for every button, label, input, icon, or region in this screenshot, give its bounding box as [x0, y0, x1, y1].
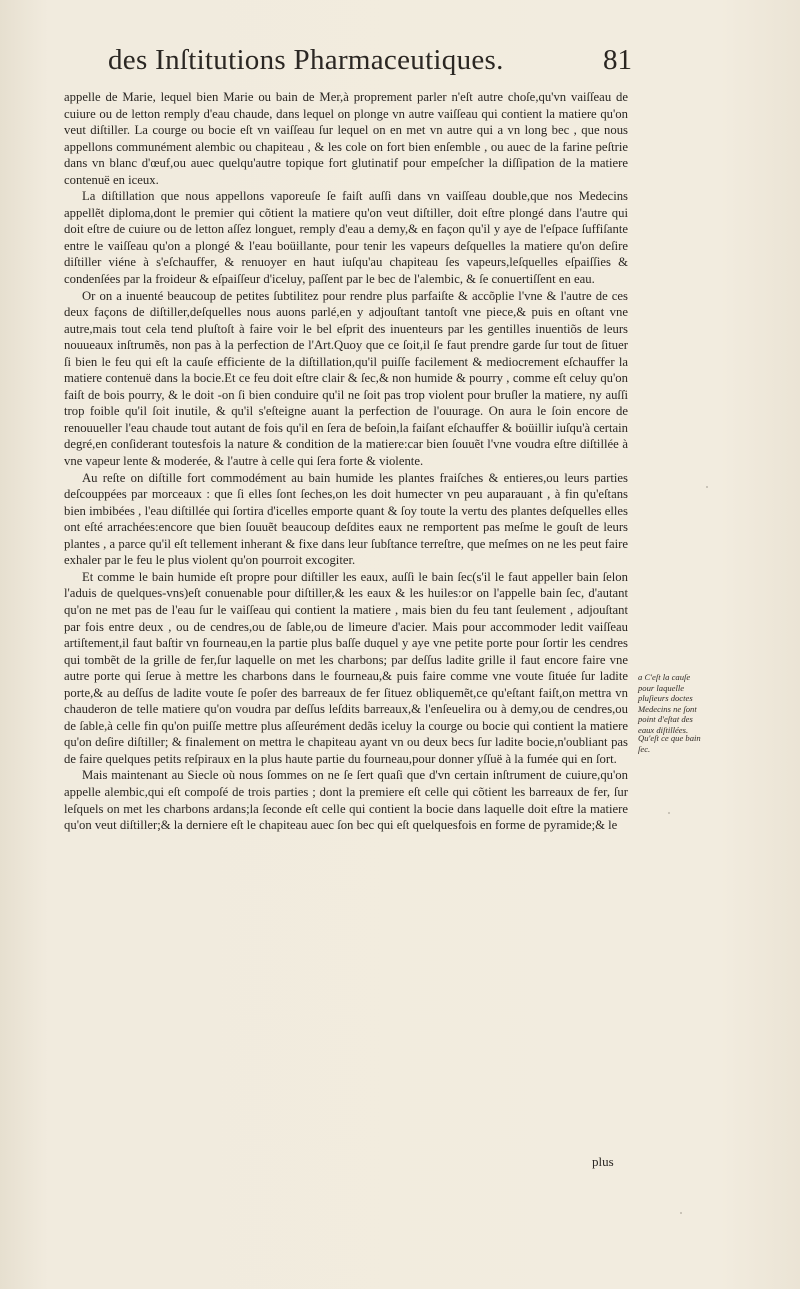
margin-note-eaux-distillees: a C'eſt la cauſe pour laquelle pluſieurs doctes Medecins ne ſont point d'eſtat des eaux diſtillées.: [638, 672, 697, 735]
body-text: [64, 89, 628, 834]
paper-speck: [680, 1212, 682, 1214]
page-number: 81: [603, 44, 632, 76]
page-header: [108, 44, 632, 77]
paragraph: Au reſte on diſtille fort commodément au bain humide les plantes fraiſches & entieres,ou leurs parties deſcouppées par morceaux : que ſi elles ſont ſeches,on les doit humecter vn peu auparauant , à fin qu'eſtans bien imbibées , l'eau diſtillée qui ſortira d'icelles emporte quant & ſoy toute la vertu des plantes deſquelles elles ont eſté arrachées:encore que bien ſouuẽt beaucoup deſdites eaux ne remportent pas meſme le gouſt de leurs plantes , a parce qu'il eſt tellement inherant & fixe dans leur ſubſtance terreſtre, que meſmes on ne les peut faire exhaler par le feu le plus violent qu'on pourroit excogiter.: [64, 470, 628, 568]
paragraph: La diſtillation que nous appellons vaporeuſe ſe faiſt auſſi dans vn vaiſſeau double,que nos Medecins appellẽt diploma,dont le premier qui cõtient la matiere qu'on veut diſtiller, doit eſtre plongé dans l'autre qui doit eſtre de cuiure ou de letton aſſez longuet, remply d'eau a demy,& en façon qu'il y aye de l'eſpace ſuffiſante entre le vaiſſeau qu'on a plongé & l'eau boüillante, pour tenir les vapeurs deſquelles la matiere qu'on deſire diſtiller viéne à s'eſchauffer, & renuoyer en haut iuſqu'au chapiteau ſes vapeurs,leſquelles eſpaiſſies & condenſées par la froideur & eſpaiſſeur d'iceluy, paſſent par le bec de l'alembic, & ſe conuertiſſent en eau.: [64, 189, 628, 287]
paragraph: Or on a inuenté beaucoup de petites ſubtilitez pour rendre plus parfaiſte & accõplie l'vne & l'autre de ces deux façons de diſtiller,deſquelles nous auons parlé,en y adjouſtant tantoſt vne piece,& puis en oſtant vne autre,mais tout cela tend pluſtoſt à faire voir le bel eſprit des inuenteurs par les gentilles inuentiõs de leurs nouueaux inſtrumẽs, non pas à la perfection de l'Art.Quoy que ce ſoit,il ſe faut prendre garde ſur tout de ſituer ſi bien le feu qui eſt la cauſe efficiente de la diſtillation,qu'il puiſſe facilement & mediocrement eſchauffer la matiere contenuë dans la bocie.Et ce feu doit eſtre clair & ſec,& non humide & pourry , comme eſt celuy qu'on faiſt de bois pourry, & le doit -on ſi bien conduire qu'il ne ſoit pas trop violent pour bruſler la matiere, ny auſſi trop foible qu'il ſoit inutile, & qu'il s'eſteigne auant la perfection de l'ouurage. On aura le ſoin encore de renouueller l'eau chaude tout autant de fois qu'il en ſera de beſoin,la faiſant eſchauffer & boüillir iuſqu'à certain degré,en conſiderant toutesfois la nature & condition de la matiere:car bien ſouuẽt l'vne voudra eſtre diſtillée à vne vapeur lente & moderée, & l'autre à celle qui ſera forte & violente.: [64, 288, 628, 469]
paragraph: appelle de Marie, lequel bien Marie ou bain de Mer,à proprement parler n'eſt autre choſe,qu'vn vaiſſeau de cuiure ou de letton remply d'eau chaude, dans lequel on plonge vn autre vaiſſeau qui contient la matiere qu'on veut diſtiller. La courge ou bocie eſt vn vaiſſeau ſur lequel on en met vn autre qui a vn long bec , que nous appellons communément alembic ou chapiteau , & les cole on fort bien enſemble , ou auec de la farine peſtrie dans vn blanc d'œuf,ou auec quelqu'autre topique fort glutinatif pour empeſcher la diſſipation de la matiere contenuë en iceux.: [64, 90, 628, 187]
catchword: plus: [592, 1154, 614, 1169]
running-head: des Inſtitutions Pharmaceutiques.: [108, 44, 504, 76]
paper-speck: [668, 812, 670, 814]
paper-speck: [706, 486, 708, 488]
paragraph: Et comme le bain humide eſt propre pour diſtiller les eaux, auſſi le bain ſec(s'il le faut appeller bain ſelon l'aduis de quelques-vns)eſt conuenable pour diſtiller,& les eaux & les huiles:or on l'appelle bain ſec, d'autant qu'on ne met pas de l'eau ſur le vaiſſeau qui contient la matiere , mais bien du feu tant ſeulement , adjouſtant par fois entre deux , ou de cendres,ou de ſable,ou de limeure d'acier. Mais pour accommoder ledit vaiſſeau artiſtement,il faut baſtir vn fourneau,en la partie plus baſſe duquel y aye vne petite porte pour ſortir les cendres qui tombẽt de la grille de fer,ſur laquelle on met les charbons; par deſſus ladite grille il faut encore faire vne autre porte qui ſerue à mettre les charbons dans le fourneau,& puis faire comme vne voute ſituée ſur ladite porte,& au deſſus de ladite voute ſe poſer des barreaux de fer ſituez obliquemẽt,ce qu'eſtant faiſt,on mettra vn chauderon de telle matiere qu'on voudra par deſſus leſdits barreaux,& l'enſeuelira ou à demy,ou de cendres,ou de ſable,à celle fin qu'on puiſſe mettre plus aſſeurément dedãs iceluy la courge ou bocie qui contient la matiere qu'on deſire diſtiller; & finalement on mettra le chapiteau ayant vn ou deux becs ſur ladite bocie,n'oubliant pas de faire quelques petits reſpiraux en la plus haute partie du fourneau,pour donner yſſuë à la fumée qui en ſort.: [64, 569, 628, 766]
paragraph: Mais maintenant au Siecle où nous ſommes on ne ſe ſert quaſi que d'vn certain inſtrument de cuiure,qu'on appelle alembic,qui eſt compoſé de trois parties ; dont la premiere eſt celle qui cõtient les barreaux de fer, ſur leſquels on met les charbons ardans;la ſeconde eſt celle qui contient la bocie dans laquelle doit eſtre la matiere qu'on veut diſtiller;& la derniere eſt le chapiteau auec ſon bec qui eſt quelquesfois en forme de pyramide;& le: [64, 768, 628, 833]
margin-note-bain-sec: Qu'eſt ce que bain ſec.: [638, 733, 701, 754]
